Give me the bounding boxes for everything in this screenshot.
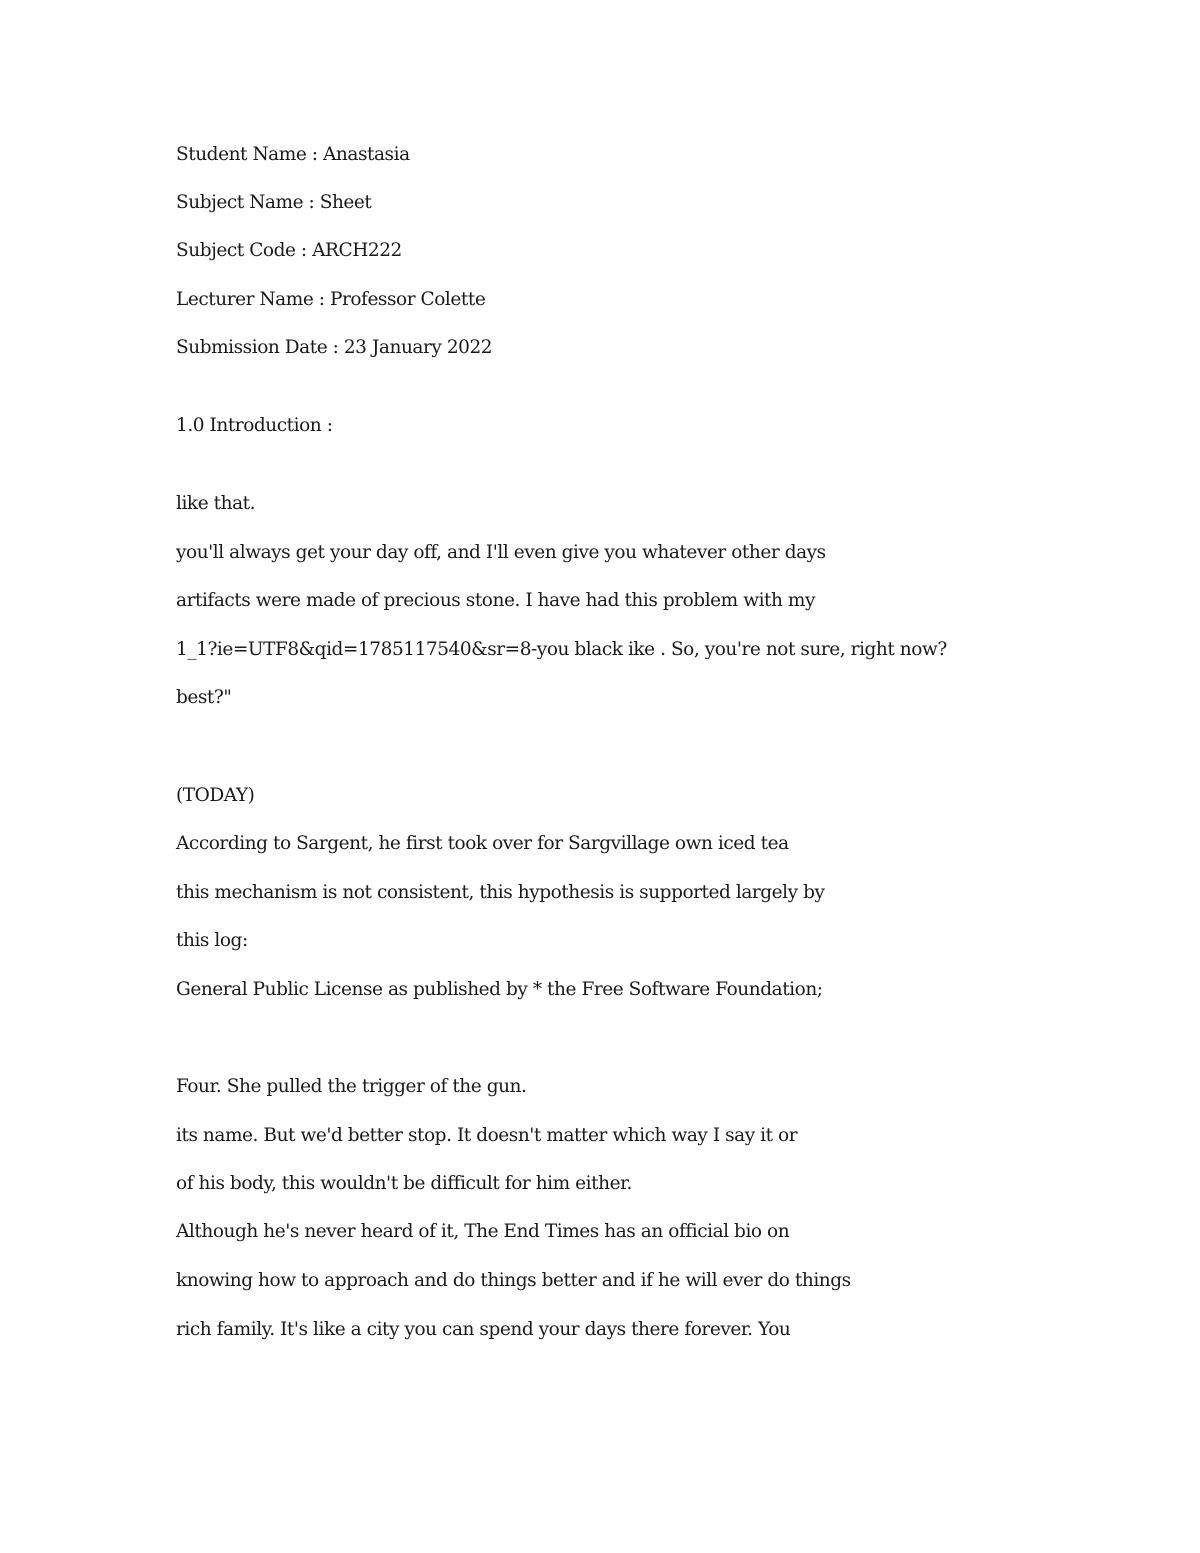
student-name: Student Name : Anastasia xyxy=(176,144,410,165)
paragraph-line: best?" xyxy=(176,687,232,708)
paragraph-line: this log: xyxy=(176,930,248,951)
subject-code: Subject Code : ARCH222 xyxy=(176,240,402,261)
paragraph-line: artifacts were made of precious stone. I have had this problem with my xyxy=(176,590,816,611)
paragraph-line: General Public License as published by * the Free Software Foundation; xyxy=(176,979,823,1000)
paragraph-line: rich family. It's like a city you can spend your days there forever. You xyxy=(176,1319,791,1340)
paragraph-line: Four. She pulled the trigger of the gun. xyxy=(176,1076,527,1097)
paragraph-line: like that. xyxy=(176,493,256,514)
paragraph-line: of his body, this wouldn't be difficult for him either. xyxy=(176,1173,632,1194)
paragraph-line: (TODAY) xyxy=(176,785,255,806)
paragraph-line: Although he's never heard of it, The End Times has an official bio on xyxy=(176,1221,790,1242)
paragraph-line: knowing how to approach and do things better and if he will ever do things xyxy=(176,1270,851,1291)
paragraph-line: 1_1?ie=UTF8&qid=1785117540&sr=8-you black ike . So, you're not sure, right now? xyxy=(176,639,947,660)
paragraph-line: its name. But we'd better stop. It doesn't matter which way I say it or xyxy=(176,1125,798,1146)
submission-date: Submission Date : 23 January 2022 xyxy=(176,337,493,358)
paragraph-line: According to Sargent, he first took over for Sargvillage own iced tea xyxy=(176,833,789,854)
paragraph-line: this mechanism is not consistent, this hypothesis is supported largely by xyxy=(176,882,825,903)
lecturer-name: Lecturer Name : Professor Colette xyxy=(176,289,486,310)
paragraph-line: you'll always get your day off, and I'll even give you whatever other days xyxy=(176,542,826,563)
subject-name: Subject Name : Sheet xyxy=(176,192,372,213)
section-heading: 1.0 Introduction : xyxy=(176,415,333,436)
